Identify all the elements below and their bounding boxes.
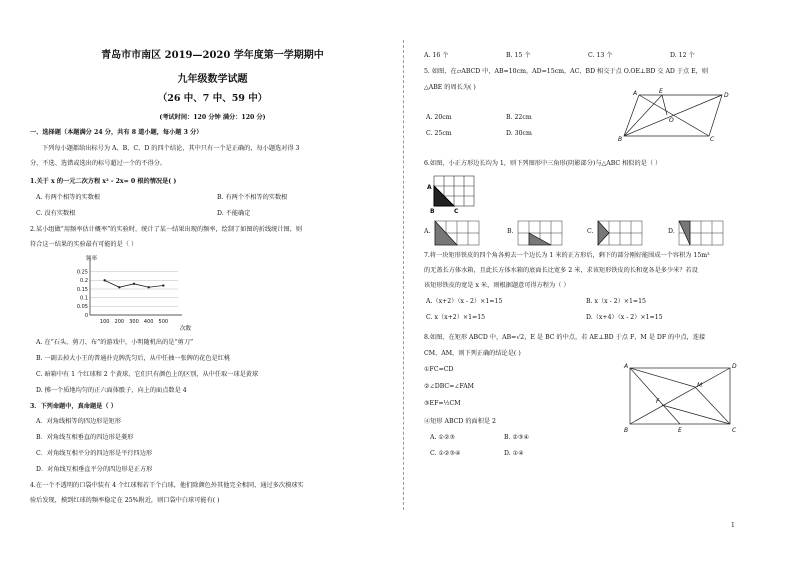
q7-stem-cont: 的无盖长方体水箱，且此长方体水箱的底面长比宽多 2 米，求该矩形铁皮的长和宽各是多少米？若设 <box>424 267 698 274</box>
y-tick-label: 0.25 <box>76 269 88 276</box>
q7-option-b: B. x（x - 2）×1=15 <box>586 298 646 305</box>
q5-option-d: D. 30cm <box>506 130 532 137</box>
label-e: E <box>678 427 682 434</box>
chart-grid <box>90 272 178 307</box>
x-tick-label: 300 <box>129 319 139 325</box>
q6-option-b-grid <box>517 220 563 246</box>
label-a: A <box>624 363 629 370</box>
q4-option-d: D. 12 个 <box>670 52 695 59</box>
q5-option-b: B. 22cm <box>506 114 532 121</box>
q4-option-b: B. 15 个 <box>506 52 531 59</box>
section-instruction: 下列每小题都给出标号为 A、B、C、D 的四个结论，其中只有一个是正确的，每小题选对得 3 <box>42 145 300 152</box>
exam-info: (考试时间：120 分钟 满分：120 分) <box>159 114 266 121</box>
q8-statement-3: ③EF=½CM <box>424 400 461 407</box>
y-tick-label: 0.05 <box>76 304 88 311</box>
exam-subtitle: 九年级数学试题 <box>177 74 248 85</box>
label-b: B <box>624 427 629 434</box>
page-number: 1 <box>731 522 735 529</box>
q2-option-b: B. 一副去掉大小王的普通扑克牌洗匀后，从中任抽一张牌的花色是红桃 <box>36 355 231 362</box>
frequency-line-chart <box>60 253 210 331</box>
q8-statement-2: ②∠DBC=∠FAM <box>424 383 475 390</box>
q2-stem-cont: 符合这一结果的实验最有可能的是（ ） <box>30 241 138 248</box>
q4-stem-cont: 验后发现，摸到红球的频率稳定在 25%附近，则口袋中白球可能有( ) <box>30 497 220 504</box>
chart-ylabel: 频率 <box>86 256 98 262</box>
x-tick-label: 500 <box>158 319 169 325</box>
label-b: B <box>618 136 623 142</box>
q6-stem: 6.如图，小正方形边长均为 1，则下列图形中三角形(阴影部分)与△ABC 相似的是（ ） <box>424 160 662 167</box>
x-tick-label: 100 <box>99 319 110 325</box>
label-d: D <box>724 92 729 99</box>
q3-option-d: D．对角线互相垂直平分的四边形是正方形 <box>36 466 153 473</box>
q7-option-d: D.（x+4）（x - 2）×1=15 <box>586 314 663 321</box>
data-point <box>162 284 164 286</box>
y-tick-label: 0.2 <box>80 278 88 285</box>
q7-option-c: C. x（x+2）×1=15 <box>426 314 486 321</box>
q3-option-c: C．对角线互相平分的四边形是平行四边形 <box>36 450 153 457</box>
y-tick-label: 0.1 <box>80 295 88 302</box>
diagonal-ac <box>639 95 709 136</box>
segment-be <box>624 95 662 136</box>
q2-option-a: A. 在“石头、剪刀、布”的游戏中，小明随机出的是“剪刀” <box>36 339 194 346</box>
data-point <box>103 279 105 281</box>
segment-oe <box>662 95 667 115</box>
exam-schools: （26 中、7 中、59 中） <box>157 93 268 104</box>
q4-stem: 4.在一个不透明的口袋中装有 4 个红球和若干个白球，他们除颜色外其他完全相同，通过多次摸球实 <box>30 482 304 489</box>
q8-statement-1: ①FC=CD <box>424 366 454 373</box>
q8-statement-4: ④矩形 ABCD 的面积是 2 <box>424 418 496 425</box>
label-c: C <box>732 427 737 434</box>
q6-option-c: C. <box>587 228 594 235</box>
data-point <box>133 283 135 285</box>
shaded-triangle <box>598 221 609 245</box>
data-point <box>118 286 120 288</box>
q1-option-c: C. 没有实数根 <box>36 210 76 217</box>
y-tick-label: 0.15 <box>76 286 88 293</box>
segment-am <box>630 368 695 387</box>
q6-reference-grid <box>424 172 480 214</box>
label-a: A <box>633 90 638 97</box>
diagonal-bd <box>624 95 722 136</box>
exam-title: 青岛市市南区 2019—2020 学年度第一学期期中 <box>101 50 324 61</box>
label-c: C <box>710 136 715 142</box>
label-b: B <box>430 208 435 214</box>
q4-option-c: C. 13 个 <box>588 52 613 59</box>
q1-option-a: A. 有两个相等的实数根 <box>36 194 101 201</box>
q6-option-c-grid <box>597 220 643 246</box>
x-tick-label: 200 <box>114 319 125 325</box>
segment-ae <box>630 368 680 424</box>
data-point <box>147 286 149 288</box>
segment-cf <box>662 405 730 424</box>
section-heading: 一、选择题（本题满分 24 分，共有 8 道小题，每小题 3 分） <box>30 129 203 136</box>
q1-stem: 1.关于 x 的一元二次方程 x² - 2x= 0 根的情况是( ) <box>30 178 177 185</box>
chart-axes <box>77 260 182 325</box>
label-e: E <box>659 88 663 95</box>
q8-option-b: B. ②③④ <box>504 434 530 441</box>
left-column <box>30 0 395 561</box>
q5-option-a: A. 20cm <box>426 114 452 121</box>
section-instruction-cont: 分，不选、选错或选出的标号超过一个的不得分。 <box>30 160 167 167</box>
y-tick-label: 0 <box>84 312 88 319</box>
q2-stem: 2.某小组做“用频率估计概率”的实验时，统计了某一结果出现的频率，绘制了如图的折线统计图，则 <box>30 226 303 233</box>
column-divider <box>403 40 404 510</box>
q1-option-d: D. 不能确定 <box>217 210 251 217</box>
q6-option-a: A. <box>424 228 431 235</box>
right-column <box>412 0 764 561</box>
q7-stem: 7.将一块矩形铁皮的四个角各剪去一个边长为 1 米的正方形后，剩下的部分刚好能围成一个容积为 15m³ <box>424 252 710 259</box>
label-c: C <box>454 208 459 214</box>
q5-parallelogram-figure <box>617 86 737 142</box>
q8-option-d: D. ①④ <box>504 450 524 457</box>
q6-option-a-grid <box>434 220 480 246</box>
label-d: D <box>732 363 737 370</box>
q2-option-c: C. 暗箱中有 1 个红球和 2 个黄球，它们只有颜色上的区别，从中任取一球是黄球 <box>36 371 259 378</box>
q3-option-b: B．对角线互相垂直的四边形是菱形 <box>36 434 134 441</box>
segment-cm <box>695 387 730 424</box>
chart-xlabel: 次数 <box>180 326 192 331</box>
x-tick-label: 400 <box>143 319 154 325</box>
diagonal-bd <box>630 368 730 424</box>
q1-option-b: B. 有两个不相等的实数根 <box>217 194 288 201</box>
q5-option-c: C. 25cm <box>426 130 452 137</box>
q3-option-a: A．对角线相等的四边形是矩形 <box>36 418 121 425</box>
q5-stem: 5. 如图，在▱ABCD 中，AB=10cm，AD=15cm，AC、BD 相交于点 O.OE⊥BD 交 AD 于点 E，则 <box>424 68 709 75</box>
q8-stem-cont: CM、AM，则下列正确的结论是( ) <box>424 350 521 357</box>
label-m: M <box>697 382 703 389</box>
label-a: A <box>427 184 432 191</box>
label-f: F <box>656 398 660 405</box>
label-o: O <box>669 117 674 124</box>
q8-option-c: C. ①②③④ <box>430 450 461 457</box>
q6-option-b: B. <box>507 228 514 235</box>
q7-stem-cont2: 该矩形铁皮的宽是 x 米，则根据题意可得方程为（ ） <box>424 282 570 289</box>
q2-option-d: D. 掷一个质地均匀的正六面体骰子，向上的面点数是 4 <box>36 387 187 394</box>
q6-option-d-grid <box>678 220 724 246</box>
q8-option-a: A. ①②③ <box>430 434 456 441</box>
q5-stem-cont: △ABE 的周长为( ) <box>424 84 476 91</box>
q3-stem: 3．下列命题中，真命题是（ ） <box>30 403 117 410</box>
q4-option-a: A. 16 个 <box>424 52 449 59</box>
q8-stem: 8.如图，在矩形 ABCD 中，AB=√2，E 是 BC 的中点，若 AE⊥BD 于点 F，M 是 DF 的中点，连接 <box>424 334 706 341</box>
q6-option-d: D. <box>668 228 675 235</box>
q7-option-a: A.（x+2）（x - 2）×1=15 <box>426 298 503 305</box>
q8-rectangle-figure <box>622 360 742 436</box>
